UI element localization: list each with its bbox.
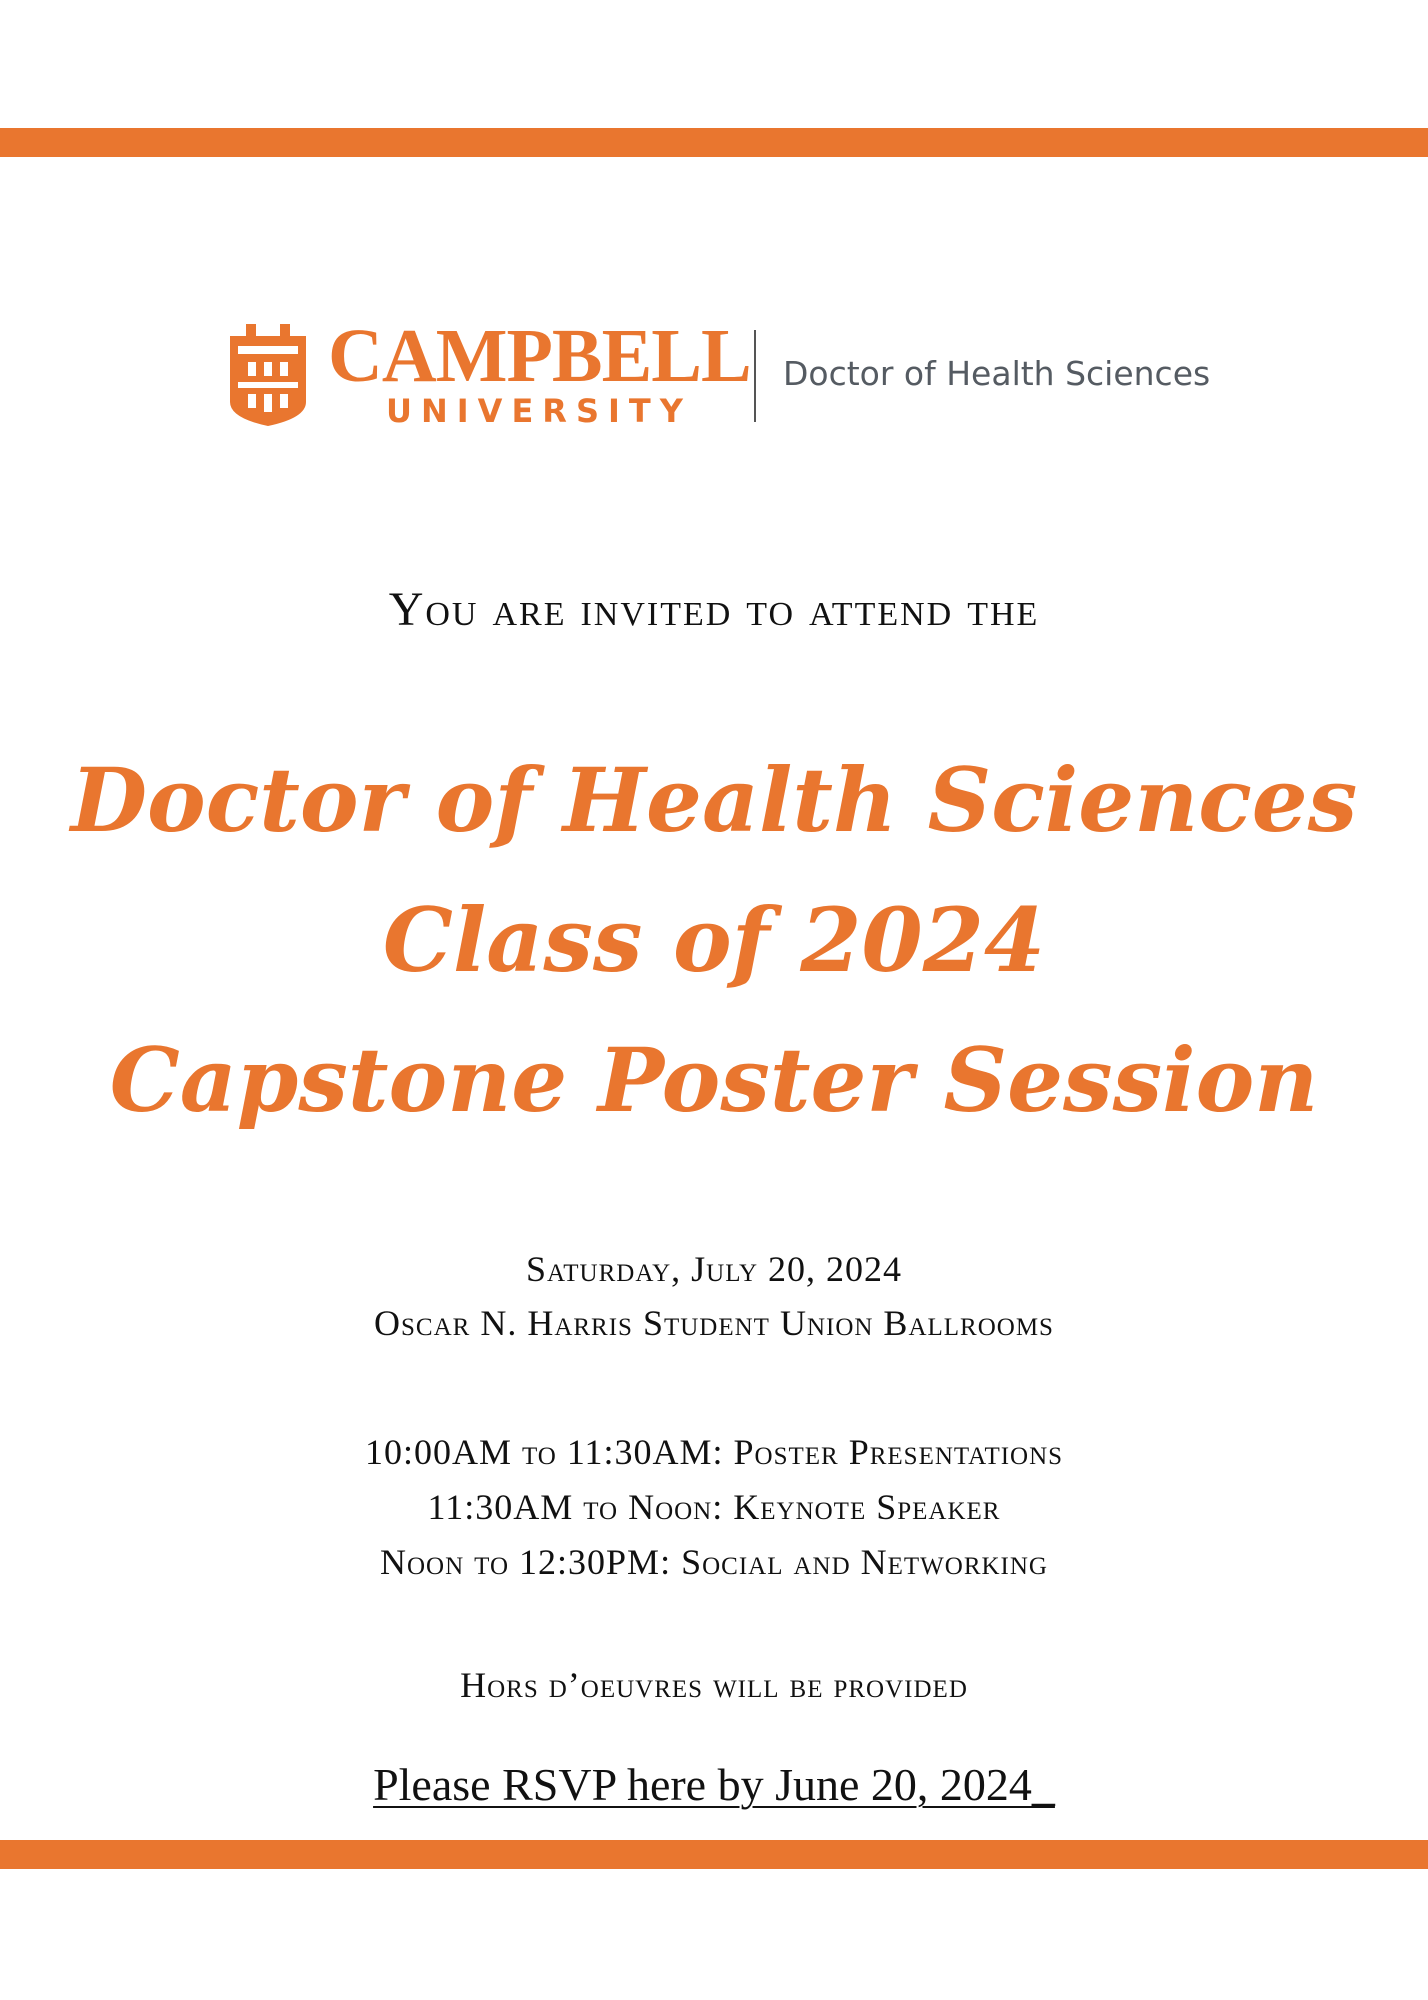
event-title-line-2: Class of 2024 — [382, 888, 1046, 992]
top-accent-bar — [0, 128, 1428, 157]
event-title-line-1: Doctor of Health Sciences — [70, 748, 1358, 852]
rsvp-link[interactable]: Please RSVP here by June 20, 2024_ — [373, 1759, 1055, 1810]
logo-divider — [754, 330, 756, 422]
schedule-item: 10:00AM to 11:30AM: Poster Presentations — [364, 1432, 1064, 1472]
invitation-intro: You are invited to attend the — [388, 583, 1040, 636]
event-title — [0, 730, 1428, 1150]
event-date: Saturday, July 20, 2024 — [525, 1249, 903, 1289]
wordmark-main: CAMPBELL — [328, 314, 751, 398]
schedule-item: Noon to 12:30PM: Social and Networking — [380, 1542, 1048, 1582]
schedule-item: 11:30AM to Noon: Keynote Speaker — [427, 1487, 1001, 1527]
event-title-line-3: Capstone Poster Session — [109, 1028, 1319, 1132]
campbell-crest-icon — [226, 318, 310, 428]
bottom-accent-bar — [0, 1840, 1428, 1869]
program-name: Doctor of Health Sciences — [783, 354, 1211, 393]
wordmark-sub: UNIVERSITY — [386, 392, 692, 430]
event-venue: Oscar N. Harris Student Union Ballrooms — [374, 1303, 1054, 1343]
rsvp-line — [0, 1755, 1428, 1815]
food-note: Hors d’oeuvres will be provided — [460, 1665, 968, 1705]
university-logo — [226, 314, 1226, 430]
